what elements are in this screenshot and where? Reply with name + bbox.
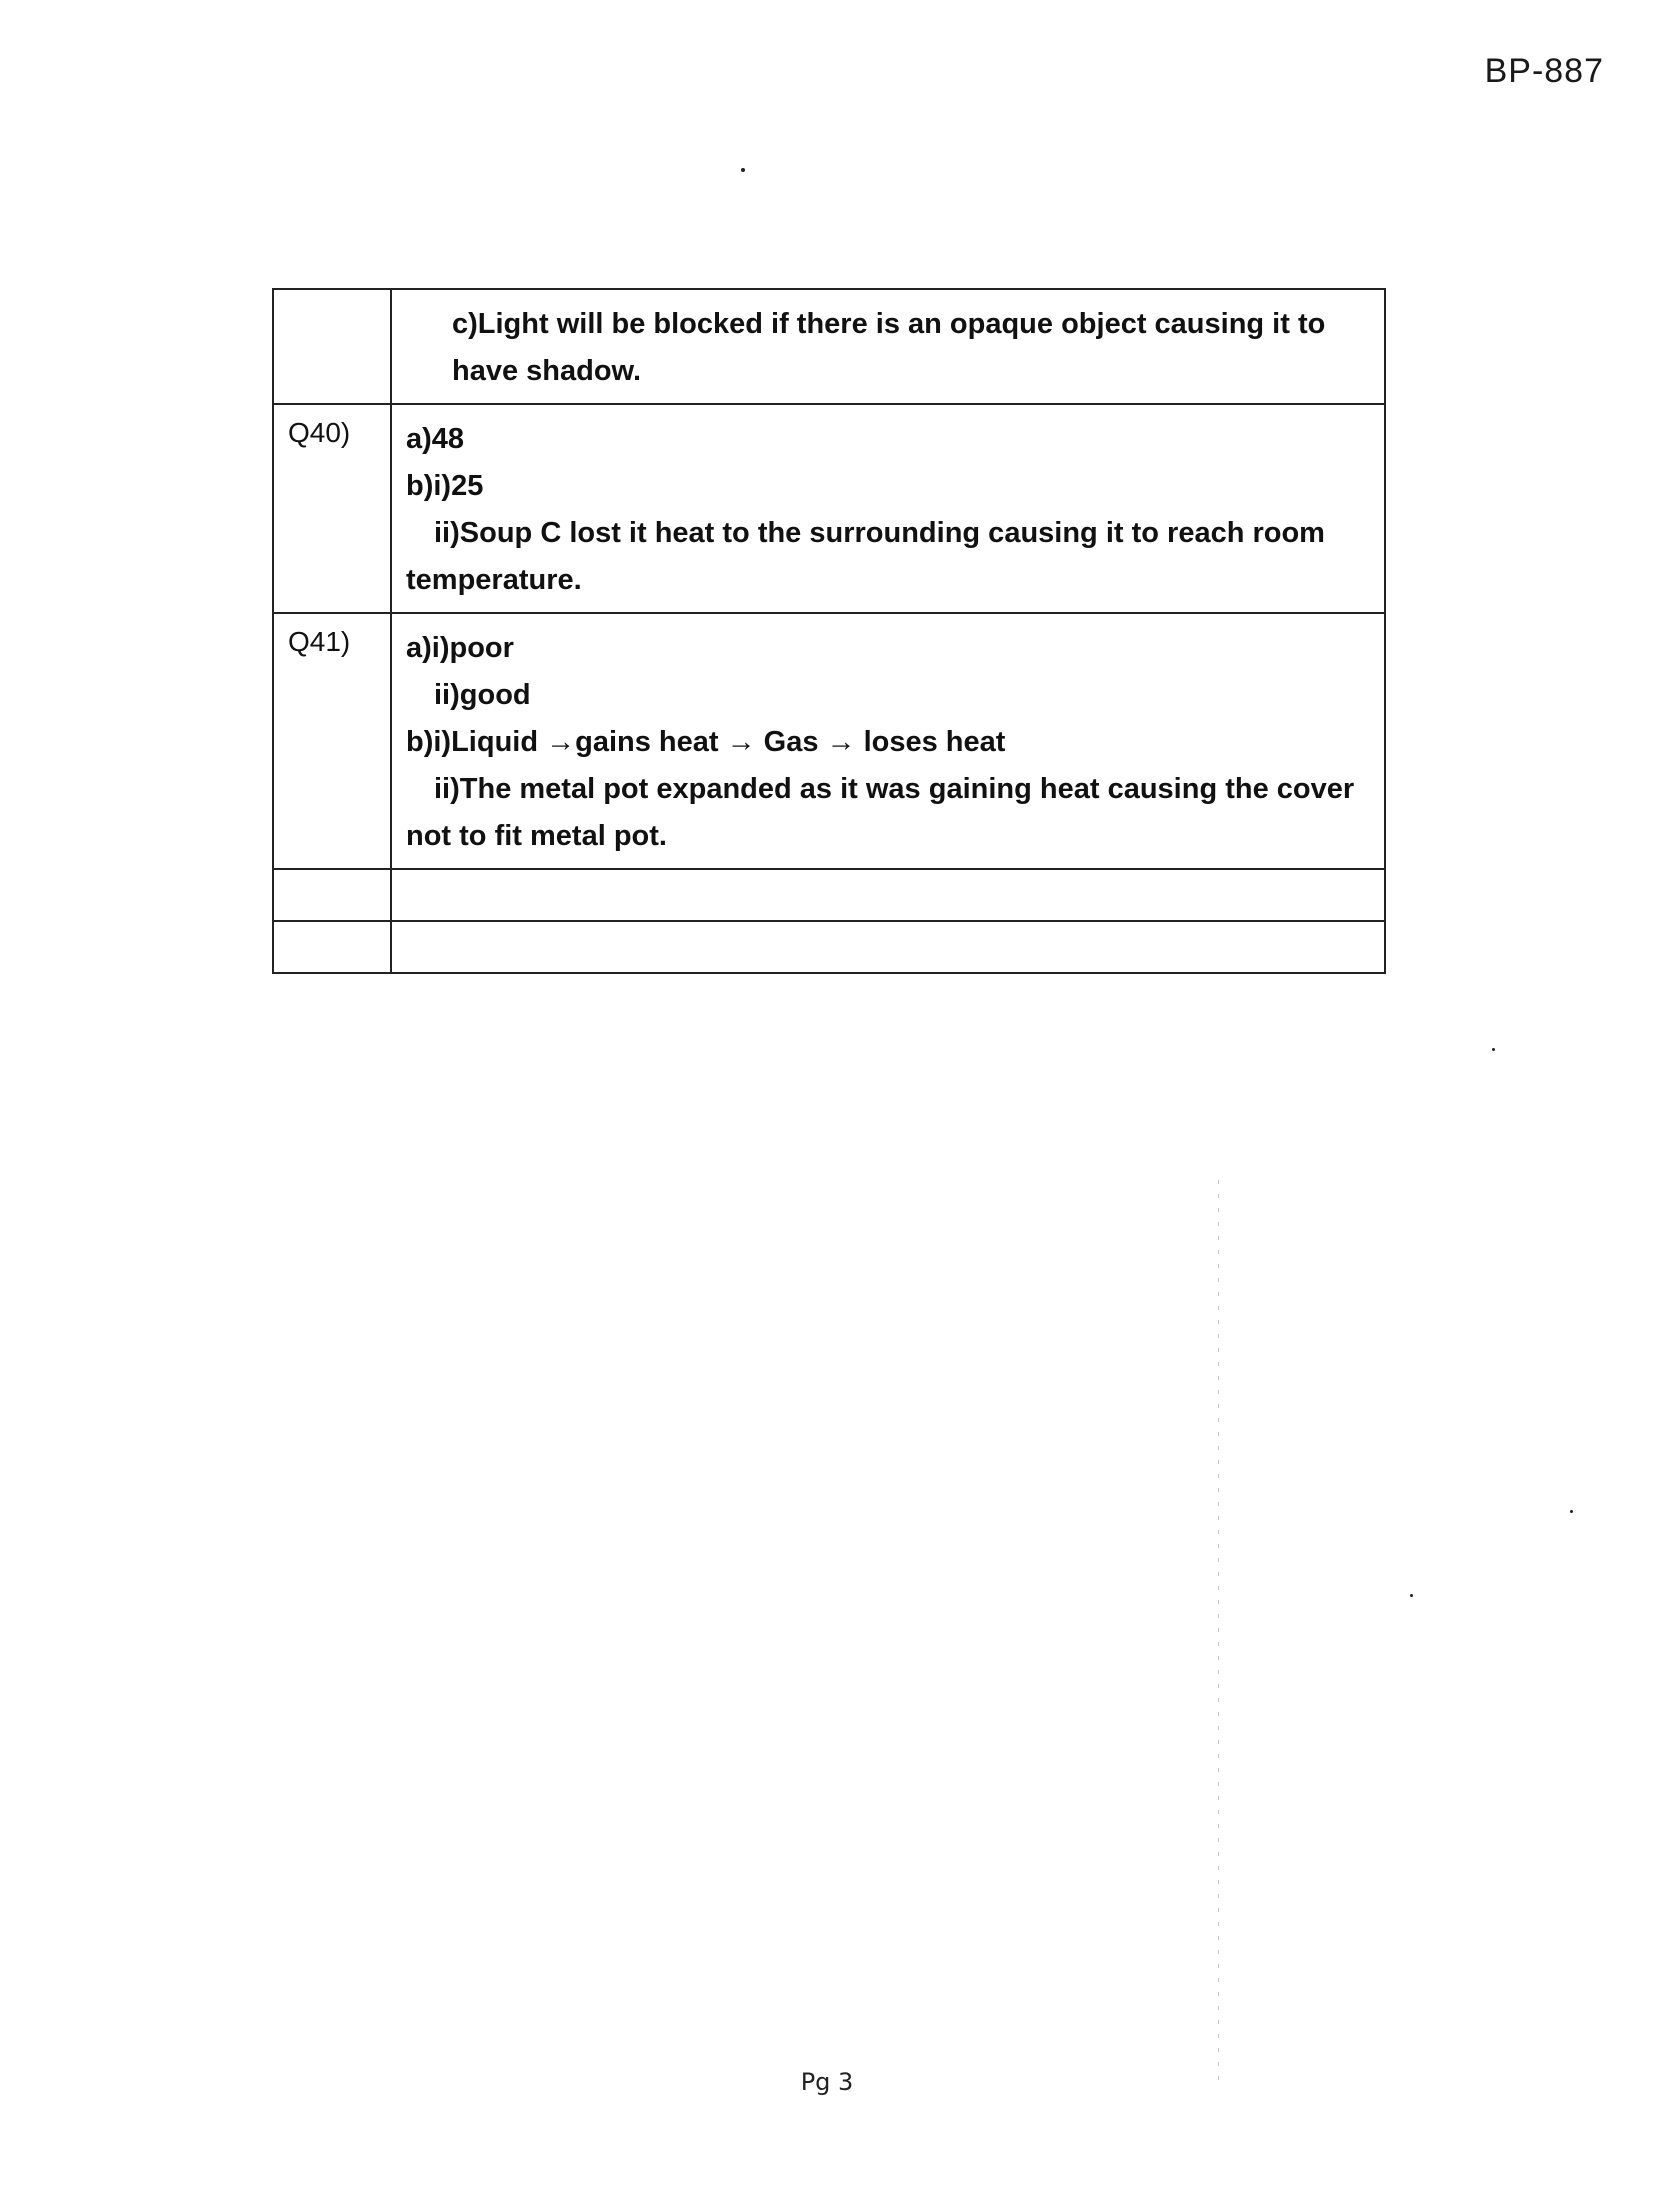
- answer-cell: [391, 921, 1385, 973]
- answer-line: c)Light will be blocked if there is an opaque object causing it to: [452, 308, 1326, 340]
- page-number: Pg 3: [800, 2068, 854, 2096]
- answer-table: [272, 288, 1386, 974]
- answer-line: ii)Soup C lost it heat to the surrounding causing it to reach room: [434, 517, 1325, 549]
- question-cell: [273, 404, 391, 613]
- scan-speck: [1570, 1510, 1573, 1513]
- answer-line: a)48: [406, 423, 465, 455]
- answer-cell: [391, 869, 1385, 921]
- answer-line: have shadow.: [452, 355, 642, 387]
- answer-line: ii)good: [434, 679, 531, 711]
- question-cell: [273, 921, 391, 973]
- scan-speck: [1410, 1594, 1413, 1597]
- document-code: BP-887: [1484, 52, 1604, 90]
- scan-speck: [1492, 1048, 1495, 1051]
- answer-cell: [391, 613, 1385, 869]
- answer-line: b)i)25: [406, 470, 484, 502]
- scan-speck: [741, 168, 745, 172]
- question-cell: [273, 289, 391, 404]
- answer-line: temperature.: [406, 564, 582, 596]
- table-row: [273, 613, 1385, 869]
- question-cell: [273, 869, 391, 921]
- answer-line: not to fit metal pot.: [406, 820, 667, 852]
- answer-cell: [391, 289, 1385, 404]
- table-row-empty: [273, 869, 1385, 921]
- answer-line: a)i)poor: [406, 632, 514, 664]
- answer-line: ii)The metal pot expanded as it was gaining heat causing the cover: [434, 773, 1355, 805]
- answer-line: b)i)Liquid →gains heat → Gas → loses heat: [406, 726, 1006, 758]
- scan-artifact-line: [1218, 1180, 1219, 2080]
- answer-cell: [391, 404, 1385, 613]
- table-row: [273, 404, 1385, 613]
- table-row: [273, 289, 1385, 404]
- question-label: Q41): [288, 626, 351, 657]
- question-cell: [273, 613, 391, 869]
- question-label: [274, 290, 390, 302]
- table-row-empty: [273, 921, 1385, 973]
- question-label: Q40): [288, 417, 351, 448]
